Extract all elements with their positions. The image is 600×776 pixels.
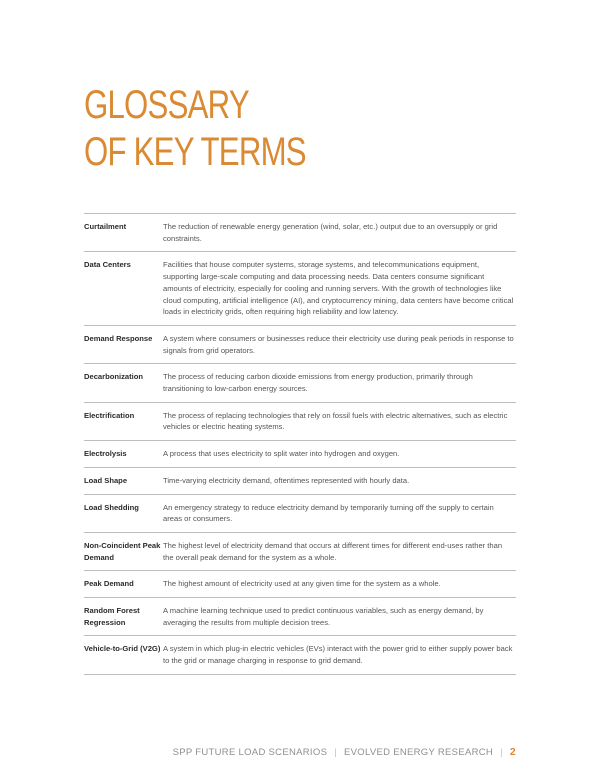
- glossary-term: Electrolysis: [84, 449, 127, 459]
- footer-report-title: SPP FUTURE LOAD SCENARIOS: [172, 746, 328, 758]
- glossary-row: [84, 214, 516, 252]
- glossary-term: Load Shedding: [84, 502, 139, 512]
- glossary-row: [84, 252, 516, 326]
- glossary-row: [84, 533, 516, 571]
- glossary-row: [84, 403, 516, 441]
- glossary-term: Vehicle-to-Grid (V2G): [84, 644, 161, 654]
- glossary-row: [84, 636, 516, 674]
- glossary-definition: A process that uses electricity to split water into hydrogen and oxygen.: [163, 449, 400, 459]
- glossary-table: [84, 213, 516, 675]
- glossary-row: [84, 495, 516, 533]
- glossary-definition: The reduction of renewable energy generation (wind, solar, etc.) output due to an oversupply or grid constraints.: [163, 222, 498, 243]
- page-number: 2: [509, 746, 516, 758]
- glossary-definition: A machine learning technique used to predict continuous variables, such as energy demand, by averaging the results from multiple decision trees.: [163, 606, 484, 627]
- glossary-term: Curtailment: [84, 222, 127, 231]
- glossary-definition: A system in which plug-in electric vehicles (EVs) interact with the power grid to either supply power back to the grid or manage charging in response to grid demand.: [163, 644, 513, 666]
- glossary-definition: An emergency strategy to reduce electricity demand by temporarily turning off the supply to certain areas or consumers.: [163, 502, 494, 524]
- glossary-definition: The process of reducing carbon dioxide emissions from energy production, primarily through transitioning to low-carbon energy sources.: [163, 372, 473, 394]
- page-footer: [173, 746, 516, 758]
- glossary-row: [84, 364, 516, 402]
- footer-separator: |: [334, 746, 337, 758]
- glossary-term: Demand Response: [84, 333, 153, 343]
- glossary-row: [84, 571, 516, 598]
- glossary-definition: Time-varying electricity demand, oftentimes represented with hourly data.: [163, 475, 410, 485]
- glossary-term: Peak Demand: [84, 579, 134, 589]
- title-line-2: OF KEY TERMS: [84, 130, 306, 174]
- footer-organization: EVOLVED ENERGY RESEARCH: [343, 746, 494, 758]
- glossary-definition: The process of replacing technologies that rely on fossil fuels with electric alternatives, such as electric vehicles or electric heating systems.: [163, 410, 508, 432]
- glossary-term: Decarbonization: [84, 372, 144, 382]
- glossary-term: Random Forest Regression: [84, 606, 140, 627]
- glossary-term: Data Centers: [84, 260, 131, 270]
- glossary-definition: The highest amount of electricity used at any given time for the system as a whole.: [163, 579, 441, 589]
- glossary-row: [84, 468, 516, 495]
- glossary-definition: Facilities that house computer systems, storage systems, and telecommunications equipment, supporting large-scale computing and data processing needs. Data centers consume significant amounts of electricity, especially for cooling and running servers. With the growth of technologies like cloud computing, artificial intelligence (AI), and cryptocurrency mining, data centers have become critical loads in electricity grids, often requiring high reliability and low latency.: [163, 260, 514, 317]
- title-line-1: GLOSSARY: [84, 83, 249, 127]
- glossary-term: Load Shape: [84, 475, 128, 485]
- glossary-definition: A system where consumers or businesses reduce their electricity use during peak periods in response to signals from grid operators.: [163, 333, 514, 355]
- footer-separator: |: [500, 746, 503, 758]
- glossary-row: [84, 326, 516, 364]
- glossary-row: [84, 598, 516, 636]
- glossary-row: [84, 441, 516, 468]
- glossary-term: Non-Coincident Peak Demand: [84, 540, 161, 562]
- glossary-definition: The highest level of electricity demand that occurs at different times for different end-uses rather than the overall peak demand for the system as a whole.: [163, 540, 503, 562]
- glossary-term: Electrification: [84, 410, 135, 420]
- page-title: [84, 82, 306, 176]
